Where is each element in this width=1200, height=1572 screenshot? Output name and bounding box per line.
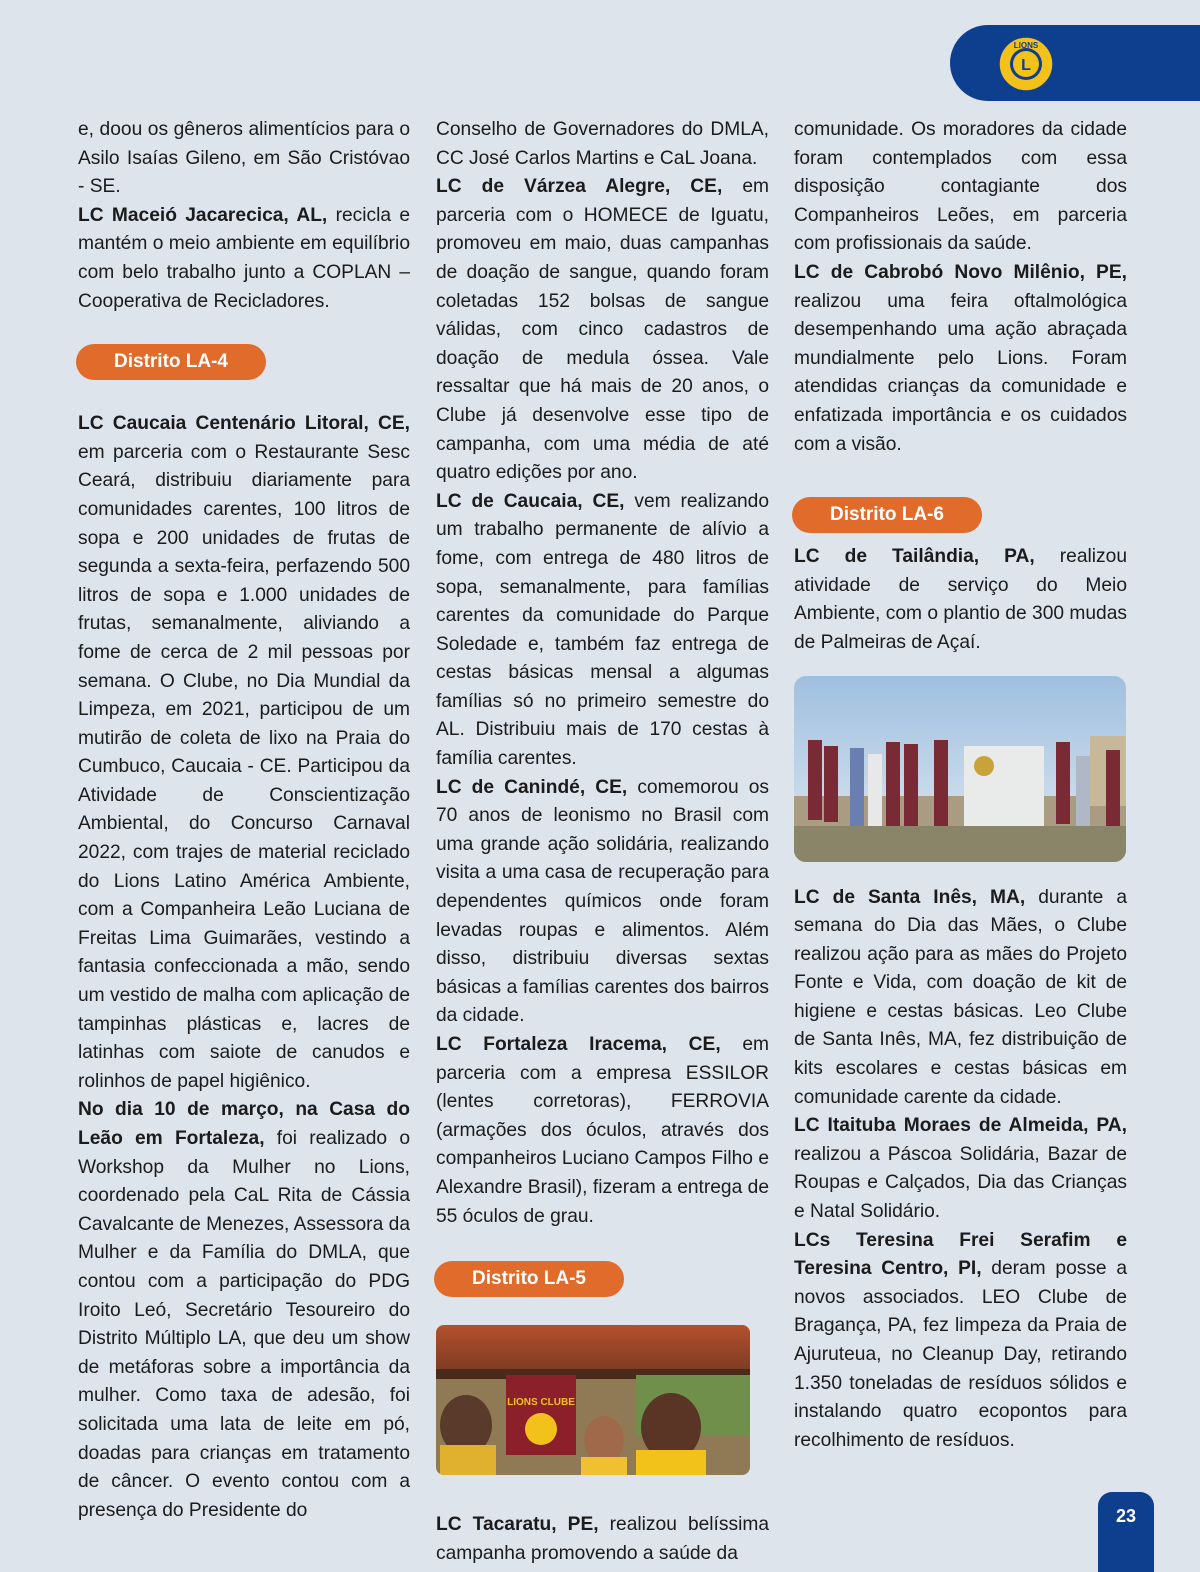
club-name: LC de Cabrobó Novo Milênio, PE, [794, 261, 1127, 283]
event-photo [794, 676, 1126, 862]
club-name: LC de Caucaia, CE, [436, 490, 625, 512]
club-name: LC de Santa Inês, MA, [794, 886, 1026, 908]
paragraph [794, 1112, 1127, 1226]
club-name: No dia 10 de março, na Casa do Leão em Fortaleza, [78, 1099, 410, 1149]
paragraph-text: realizou atividade de serviço do Meio Ambiente, com o plantio de 300 mudas de Palmeiras de Açaí. [794, 546, 1127, 653]
header-tab [950, 25, 1200, 101]
district-badge: Distrito LA-4 [76, 344, 266, 380]
paragraph [794, 884, 1127, 1113]
paragraph-text: deram posse a novos associados. LEO Clube de Bragança, PA, fez limpeza da Praia de Ajuruteua, no Cleanup Day, retirando 1.350 toneladas de resíduos sólidos e instalando quatro ecopontos para recolhimento de resíduos. [794, 1258, 1127, 1451]
event-photo [436, 1325, 750, 1475]
paragraph [436, 173, 769, 488]
paragraph [794, 543, 1127, 657]
paragraph [436, 774, 769, 1031]
photo-group-outdoor [794, 676, 1126, 862]
paragraph [794, 1227, 1127, 1456]
paragraph-text: vem realizando um trabalho permanente de alívio a fome, com entrega de 480 litros de sopa, semanalmente, para famílias carentes da comunidade do Parque Soledade e, também faz entrega de cestas básicas mensal a algumas famílias só no primeiro semestre do AL. Distribuiu mais de 170 cestas à família carentes. [436, 490, 769, 770]
paragraph [794, 259, 1127, 459]
paragraph [436, 1031, 769, 1231]
club-name: LC Tacaratu, PE, [436, 1514, 599, 1536]
paragraph-text: recicla e mantém o meio ambiente em equilíbrio com belo trabalho junto a COPLAN – Cooperativa de Recicladores. [78, 204, 411, 312]
district-badge: Distrito LA-5 [434, 1261, 624, 1297]
club-name: LC Maceió Jacarecica, AL, [78, 204, 328, 226]
paragraph-text: realizou uma feira oftalmológica desempenhando uma ação abraçada mundialmente pelo Lions. Foram atendidas crianças da comunidade e enfatizada importância e os cuidados com a visão. [794, 290, 1127, 455]
paragraph-text: realizou belíssima campanha promovendo a saúde da [436, 1514, 769, 1564]
column-3 [794, 116, 1127, 1455]
photo-women-lions-club [436, 1325, 750, 1475]
paragraph [78, 410, 410, 1096]
club-name: LC Fortaleza Iracema, CE, [436, 1034, 721, 1055]
column-1 [78, 116, 410, 1525]
paragraph-text: durante a semana do Dia das Mães, o Clube realizou ação para as mães do Projeto Fonte e Vida, com doação de kit de higiene e cestas básicas. Leo Clube de Santa Inês, MA, fez distribuição de kits escolares e cestas básicas em comunidade carente da cidade. [794, 886, 1127, 1108]
paragraph-text: em parceria com a empresa ESSILOR (lentes corretoras), FERROVIA (armações dos óculos, através dos companheiros Luciano Campos Filho e Alexandre Brasil), fizeram a entrega de 55 óculos de grau. [436, 1034, 769, 1227]
logo-top-text: LIONS [1013, 41, 1039, 50]
paragraph: e, doou os gêneros alimentícios para o Asilo Isaías Gileno, em São Cristóvao - SE. [78, 119, 410, 198]
club-name: LC de Várzea Alegre, CE, [436, 176, 723, 198]
paragraph-text: em parceria com o HOMECE de Iguatu, promoveu em maio, duas campanhas de doação de sangue, quando foram coletadas 152 bolsas de sangue válidas, com cinco cadastros de doação de medula óssea. Vale ressaltar que há mais de 20 anos, o Clube já desenvolve esse tipo de campanha, com uma média de até quatro edições por ano. [436, 176, 769, 484]
paragraph [78, 1096, 410, 1525]
club-name: LC de Tailândia, PA, [794, 546, 1035, 568]
banner-text: LIONS CLUBE [507, 1397, 575, 1409]
paragraph [78, 202, 410, 316]
paragraph: Conselho de Governadores do DMLA, CC José Carlos Martins e CaL Joana. [436, 119, 769, 169]
paragraph [436, 488, 769, 774]
paragraph-text: foi realizado o Workshop da Mulher no Lions, coordenado pela CaL Rita de Cássia Cavalcante de Menezes, Assessora da Mulher e da Família do DMLA, que contou com a participação do PDG Iroito Leó, Secretário Tesoureiro do Distrito Múltiplo LA, que deu um show de metáforas sobre a importância da mulher. Como taxa de adesão, foi solicitada uma lata de leite em pó, doadas para crianças em tratamento de câncer. O evento contou com a presença do Presidente do [78, 1128, 410, 1521]
club-name: LC de Canindé, CE, [436, 776, 628, 798]
paragraph: comunidade. Os moradores da cidade foram contemplados com essa disposição contagiante dos Companheiros Leões, em parceria com profissionais da saúde. [794, 119, 1127, 255]
paragraph-text: comemorou os 70 anos de leonismo no Brasil com uma grande ação solidária, realizando visita a uma casa de recuperação para dependentes químicos onde foram levadas roupas e alimentos. Além disso, distribuiu diversas sextas básicas a famílias carentes dos bairros da cidade. [436, 776, 769, 1027]
column-2 [436, 116, 769, 1568]
logo-letter: L [1021, 57, 1031, 74]
paragraph-text: em parceria com o Restaurante Sesc Ceará, distribuiu diariamente para comunidades carentes, 100 litros de sopa e 200 unidades de frutas de segunda a sexta-feira, perfazendo 500 litros de sopa e 1.000 unidades de frutas, semanalmente, aliviando a fome de cerca de 2 mil pessoas por semana. O Clube, no Dia Mundial da Limpeza, em 2021, participou de um mutirão de coleta de lixo na Praia do Cumbuco, Caucaia - CE. Participou da Atividade de Conscientização Ambiental, do Concurso Carnaval 2022, com trajes de material reciclado do Lions Latino América Ambiente, com a Companheira Leão Luciana de Freitas Lima Guimarães, vestindo a fantasia confeccionada a mão, sendo um vestido de malha com aplicação de tampinhas plásticas e, lacres de latinhas com saiote de canudos e rolinhos de papel higiênico. [78, 441, 410, 1092]
paragraph-text: realizou a Páscoa Solidária, Bazar de Roupas e Calçados, Dia das Crianças e Natal Solidário. [794, 1143, 1127, 1223]
club-name: LC Itaituba Moraes de Almeida, PA, [794, 1115, 1127, 1137]
club-name: LCs Teresina Frei Serafim e Teresina Centro, PI, [794, 1229, 1127, 1280]
lions-emblem-icon [998, 36, 1054, 92]
page-number: 23 [1098, 1492, 1154, 1572]
club-name: LC Caucaia Centenário Litoral, CE, [78, 413, 410, 435]
district-badge: Distrito LA-6 [792, 497, 982, 533]
